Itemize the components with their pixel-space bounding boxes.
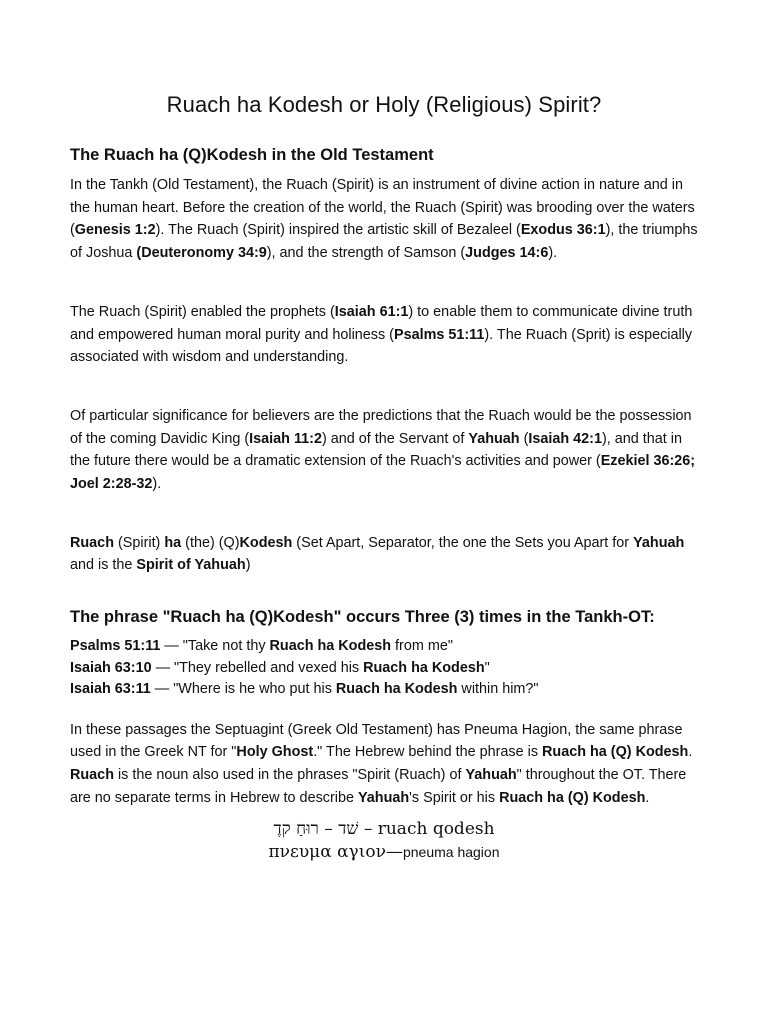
greek-text: πνευμα αγιον— — [268, 842, 403, 863]
bold-text-run: Ruach ha Kodesh — [335, 681, 458, 698]
paragraph-prophets — [70, 301, 698, 369]
text-run: . — [645, 789, 650, 806]
text-run: ) — [245, 557, 251, 574]
text-run: (Set Apart, Separator, the one the Sets you Apart for — [292, 534, 634, 551]
bold-text-run: Holy Ghost — [236, 744, 314, 761]
text-run: The Ruach (Spirit) enabled the prophets ( — [70, 303, 335, 320]
bold-text-run: Ruach ha (Q) Kodesh — [499, 789, 646, 806]
bold-text-run: Ruach ha (Q) Kodesh — [542, 744, 689, 761]
text-run: ). The Ruach (Spirit) inspired the artistic skill of Bezaleel ( — [155, 222, 521, 239]
greek-caption-line — [70, 841, 698, 863]
bold-text-run: Yahuah — [357, 789, 410, 806]
bold-text-run: Judges 14:6 — [465, 245, 549, 262]
text-run: In the Tankh (Old Testament), the Ruach (Spirit) is an instrument of divine action in nature and in the human heart. Before the creation of the world, the Ruach (Spirit) was brooding over the waters ( — [70, 177, 695, 239]
text-run: ), the triumphs of Joshua — [70, 222, 698, 262]
bold-text-run: Psalms 51:11 — [70, 638, 161, 655]
section-heading-phrase-occurrences: The phrase "Ruach ha (Q)Kodesh" occurs Three (3) times in the Tankh-OT: — [70, 608, 655, 627]
text-run: — "They rebelled and vexed his — [151, 659, 364, 676]
text-run: ) and of the Servant of — [321, 430, 469, 447]
scripture-quotes — [70, 636, 698, 701]
text-run: Of particular significance for believers are the predictions that the Ruach would be the possession of the coming Davidic King ( — [70, 407, 692, 447]
text-run: ). The Ruach (Sprit) is especially associated with wisdom and understanding. — [70, 326, 693, 366]
text-run: 's Spirit or his — [409, 789, 500, 806]
bold-text-run: Genesis 1:2 — [74, 222, 156, 239]
page-title: Ruach ha Kodesh or Holy (Religious) Spirit? — [166, 92, 602, 117]
paragraph-septuagint — [70, 719, 698, 810]
bold-text-run: Isaiah 63:11 — [70, 681, 151, 698]
text-run: is the noun also used in the phrases "Spirit (Ruach) of — [113, 767, 466, 784]
bold-text-run: Isaiah 61:1 — [334, 303, 409, 320]
bold-text-run: Exodus 36:1 — [520, 222, 606, 239]
text-run: . — [688, 744, 693, 761]
paragraph-definition — [70, 532, 698, 577]
bold-text-run: Yahuah — [633, 534, 685, 551]
greek-transliteration: pneuma hagion — [402, 844, 500, 861]
text-run: (the) (Q) — [181, 534, 240, 551]
quote-psalms-51-11 — [70, 636, 698, 658]
script-caption — [70, 817, 698, 863]
text-run: In these passages the Septuagint (Greek Old Testament) has Pneuma Hagion, the same phrase used in the Greek NT for " — [70, 721, 683, 761]
text-run: and is the — [70, 557, 137, 574]
bold-text-run: Ezekiel 36:26; Joel 2:28-32 — [70, 453, 696, 493]
text-run: ). — [152, 476, 162, 493]
section-heading-old-testament: The Ruach ha (Q)Kodesh in the Old Testament — [70, 146, 434, 164]
text-run: ." The Hebrew behind the phrase is — [313, 744, 543, 761]
bold-text-run: ha — [164, 534, 182, 551]
text-run: — "Where is he who put his — [150, 681, 336, 698]
bold-text-run: Isaiah 11:2 — [249, 430, 322, 447]
text-run: ), and that in the future there would be a dramatic extension of the Ruach's activities and power ( — [70, 430, 682, 470]
quote-isaiah-63-11 — [70, 679, 698, 701]
bold-text-run: Ruach ha Kodesh — [363, 659, 485, 676]
bold-text-run: (Deuteronomy 34:9 — [136, 245, 267, 262]
text-run: " throughout the OT. There are no separate terms in Hebrew to describe — [70, 767, 687, 806]
paragraph-tankh — [70, 174, 698, 265]
bold-text-run: Isaiah 42:1 — [528, 430, 602, 447]
bold-text-run: Ruach — [70, 534, 114, 551]
text-run: ) to enable them to communicate divine truth and empowered human moral purity and holiness ( — [70, 303, 693, 343]
paragraph-predictions — [70, 405, 698, 496]
text-run: from me" — [391, 638, 453, 655]
text-run: (Spirit) — [113, 534, 165, 551]
text-run: within him?" — [457, 681, 539, 698]
text-run: ( — [519, 430, 529, 447]
text-run: " — [484, 659, 490, 676]
bold-text-run: Ruach — [70, 767, 114, 784]
text-run: ), and the strength of Samson ( — [266, 245, 466, 262]
text-run: — "Take not thy — [160, 638, 270, 655]
bold-text-run: Yahuah — [468, 430, 520, 447]
bold-text-run: Ruach ha Kodesh — [269, 638, 392, 655]
text-run: ). — [548, 245, 558, 262]
bold-text-run: Kodesh — [239, 534, 293, 551]
bold-text-run: Yahuah — [465, 767, 517, 784]
quote-isaiah-63-10 — [70, 658, 698, 680]
hebrew-caption-line: שׁד – רוּחַ קדֶ – ruach qodesh — [273, 819, 495, 840]
bold-text-run: Spirit of Yahuah — [136, 557, 246, 574]
bold-text-run: Isaiah 63:10 — [70, 659, 152, 676]
bold-text-run: Psalms 51:11 — [393, 326, 485, 343]
